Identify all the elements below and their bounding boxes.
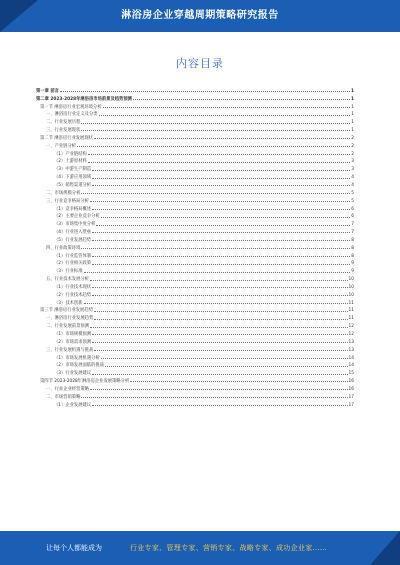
footer-corner-shape bbox=[370, 531, 400, 565]
toc-entry[interactable] bbox=[36, 212, 354, 220]
toc-dot-leader bbox=[60, 91, 350, 92]
toc-dot-leader bbox=[88, 162, 350, 163]
toc-entry-page: 16 bbox=[348, 386, 354, 392]
toc-entry-label: （2）行业技术趋势 bbox=[54, 292, 92, 298]
toc-entry[interactable] bbox=[36, 251, 354, 259]
toc-dot-leader bbox=[133, 99, 350, 100]
toc-entry[interactable] bbox=[36, 274, 354, 282]
toc-dot-leader bbox=[130, 381, 347, 382]
toc-entry[interactable] bbox=[36, 384, 354, 392]
toc-entry-label: （2）上游原材料 bbox=[54, 159, 87, 165]
toc-dot-leader bbox=[99, 115, 351, 116]
toc-entry-page: 8 bbox=[351, 237, 354, 243]
toc-entry-label: （1）竞争格局概述 bbox=[54, 206, 92, 212]
toc-entry-label: （4）行业进入壁垒 bbox=[54, 230, 92, 236]
toc-dot-leader bbox=[92, 264, 350, 265]
toc-dot-leader bbox=[92, 256, 350, 257]
toc-dot-leader bbox=[84, 272, 351, 273]
report-title: 淋浴房企业穿越周期策略研究报告 bbox=[121, 10, 279, 21]
toc-entry-page: 12 bbox=[348, 324, 354, 330]
toc-dot-leader bbox=[90, 389, 348, 390]
toc-dot-leader bbox=[92, 342, 347, 343]
page-header bbox=[0, 0, 400, 32]
toc-entry[interactable] bbox=[36, 376, 354, 384]
toc-entry-page: 11 bbox=[348, 300, 354, 306]
toc-dot-leader bbox=[92, 185, 350, 186]
toc-entry[interactable] bbox=[36, 196, 354, 204]
toc-entry-page: 1 bbox=[351, 112, 354, 118]
toc-entry-page: 1 bbox=[351, 96, 354, 102]
toc-entry-label: 第一节 淋浴房行业宏观环境分析 bbox=[40, 104, 102, 110]
toc-entry[interactable] bbox=[36, 243, 354, 251]
toc-dot-leader bbox=[105, 366, 348, 367]
toc-entry-page: 4 bbox=[351, 182, 354, 188]
toc-entry[interactable] bbox=[36, 282, 354, 290]
toc-entry-label: 一、行业企业经营策略 bbox=[46, 386, 89, 392]
toc-entry-label: 第三节 淋浴房行业发展趋势 bbox=[40, 308, 93, 314]
toc-entry-page: 3 bbox=[351, 159, 354, 165]
toc-dot-leader bbox=[88, 154, 350, 155]
toc-entry-page: 6 bbox=[351, 206, 354, 212]
toc-entry-label: （2）市场发展面临的挑战 bbox=[54, 363, 104, 369]
toc-entry-page: 13 bbox=[348, 347, 354, 353]
toc-entry-label: （2）行业相关政策 bbox=[54, 261, 92, 267]
toc-entry[interactable] bbox=[36, 290, 354, 298]
toc-entry-page: 6 bbox=[351, 214, 354, 220]
toc-entry-page: 2 bbox=[351, 151, 354, 157]
toc-entry-page: 3 bbox=[351, 167, 354, 173]
header-corner-shape bbox=[0, 0, 38, 32]
toc-dot-leader bbox=[101, 358, 348, 359]
toc-entry-label: 二、市场规模分析 bbox=[46, 190, 81, 196]
toc-dot-leader bbox=[92, 170, 350, 171]
toc-entry[interactable] bbox=[36, 392, 354, 400]
toc-dot-leader bbox=[81, 248, 350, 249]
toc-entry-label: 第四节 2023-2028年淋浴房企业发展策略分析 bbox=[40, 379, 130, 385]
toc-entry[interactable] bbox=[36, 329, 354, 337]
toc-entry-label: （1）市场发展机遇分析 bbox=[54, 355, 100, 361]
toc-entry[interactable] bbox=[36, 313, 354, 321]
toc-dot-leader bbox=[92, 232, 350, 233]
toc-dot-leader bbox=[92, 240, 350, 241]
toc-dot-leader bbox=[77, 146, 350, 147]
toc-entry-label: （1）市场规模预测 bbox=[54, 332, 92, 337]
toc-entry-page: 1 bbox=[351, 88, 354, 94]
toc-entry[interactable] bbox=[36, 368, 354, 376]
toc-dot-leader bbox=[81, 193, 350, 194]
toc-entry[interactable] bbox=[36, 345, 354, 353]
toc-entry[interactable] bbox=[36, 149, 354, 157]
toc-entry-label: 第二章 2023-2028年淋浴房市场前景及趋势预测 bbox=[36, 96, 132, 102]
toc-dot-leader bbox=[92, 287, 347, 288]
toc-entry[interactable] bbox=[36, 227, 354, 235]
toc-entry[interactable] bbox=[36, 337, 354, 345]
toc-entry[interactable] bbox=[36, 102, 354, 110]
toc-entry-label: 一、产业链分析 bbox=[46, 143, 77, 149]
toc-dot-leader bbox=[94, 138, 350, 139]
toc-entry-label: （1）企业发展建议 bbox=[54, 402, 92, 408]
toc-entry-page: 8 bbox=[351, 245, 354, 251]
toc-entry[interactable] bbox=[36, 266, 354, 274]
toc-dot-leader bbox=[92, 178, 350, 179]
toc-entry-page: 17 bbox=[348, 394, 354, 400]
toc-dot-leader bbox=[90, 327, 348, 328]
toc-entry-label: （3）技术创新 bbox=[54, 300, 83, 306]
toc-entry-label: 第二节 淋浴房行业发展现状 bbox=[40, 135, 93, 141]
toc-entry[interactable] bbox=[36, 306, 354, 314]
toc-entry-label: 五、行业技术发展分析 bbox=[46, 277, 89, 283]
toc-entry-label: 三、行业发展现状 bbox=[46, 128, 81, 134]
toc-entry-page: 10 bbox=[348, 284, 354, 290]
toc-entry-page: 12 bbox=[348, 332, 354, 337]
toc-entry-page: 7 bbox=[351, 222, 354, 228]
toc-entry-label: 三、行业发展机遇与挑战 bbox=[46, 347, 94, 353]
toc-entry-label: 四、行业政策环境 bbox=[46, 245, 81, 251]
toc-dot-leader bbox=[90, 280, 348, 281]
toc-entry-label: 三、行业竞争格局分析 bbox=[46, 198, 89, 204]
toc-entry-label: （5）行业发展趋势 bbox=[54, 237, 92, 243]
toc-entry[interactable] bbox=[36, 117, 354, 125]
toc-dot-leader bbox=[94, 350, 347, 351]
toc-entry-label: 一、淋浴房行业定义及分类 bbox=[46, 112, 98, 118]
toc-entry-label: 二、行业发展前景预测 bbox=[46, 324, 89, 330]
toc-entry-page: 13 bbox=[348, 339, 354, 345]
toc-entry[interactable] bbox=[36, 298, 354, 306]
toc-entry[interactable] bbox=[36, 141, 354, 149]
toc-entry-page: 10 bbox=[348, 292, 354, 298]
toc-entry-page: 7 bbox=[351, 230, 354, 236]
toc-entry[interactable] bbox=[36, 361, 354, 369]
toc-dot-leader bbox=[90, 201, 350, 202]
toc-entry-label: （2）市场需求预测 bbox=[54, 339, 92, 345]
toc-entry-page: 11 bbox=[348, 308, 354, 314]
toc-entry[interactable] bbox=[36, 259, 354, 267]
toc-entry-page: 2 bbox=[351, 135, 354, 141]
toc-entry[interactable] bbox=[36, 157, 354, 165]
page-footer bbox=[0, 531, 400, 565]
toc-entry-label: （3）市场集中度分析 bbox=[54, 222, 96, 228]
toc-entry-page: 1 bbox=[351, 120, 354, 126]
toc-entry-page: 4 bbox=[351, 175, 354, 181]
toc-entry-label: （1）行业监管体制 bbox=[54, 253, 92, 259]
toc-dot-leader bbox=[81, 397, 347, 398]
toc-entry-label: （1）行业技术现状 bbox=[54, 284, 92, 290]
toc-entry-label: （5）销售渠道分析 bbox=[54, 182, 92, 188]
toc-dot-leader bbox=[84, 303, 348, 304]
toc-dot-leader bbox=[81, 130, 350, 131]
toc-dot-leader bbox=[94, 311, 348, 312]
toc-dot-leader bbox=[92, 209, 350, 210]
toc-entry-page: 9 bbox=[351, 269, 354, 275]
toc-entry-label: 第一章 前言 bbox=[36, 88, 59, 94]
toc-dot-leader bbox=[92, 405, 347, 406]
toc-entry[interactable] bbox=[36, 164, 354, 172]
toc-entry-label: （1）产业链结构 bbox=[54, 151, 87, 157]
toc-entry[interactable] bbox=[36, 172, 354, 180]
toc-entry[interactable] bbox=[36, 188, 354, 196]
toc-dot-leader bbox=[101, 217, 351, 218]
toc-entry-label: （2）主要企业竞争分析 bbox=[54, 214, 100, 220]
toc-entry-page: 10 bbox=[348, 277, 354, 283]
toc-entry-page: 15 bbox=[348, 371, 354, 377]
footer-slogan-right: 行业专家、管理专家、营销专家、战略专家、成功企业家…… bbox=[130, 544, 328, 552]
toc-entry[interactable] bbox=[36, 321, 354, 329]
toc-entry-page: 8 bbox=[351, 253, 354, 259]
toc-heading: 内容目录 bbox=[176, 57, 224, 70]
toc-entry[interactable] bbox=[36, 133, 354, 141]
toc-entry-label: （4）下游应用领域 bbox=[54, 175, 92, 181]
toc-entry[interactable] bbox=[36, 86, 354, 94]
toc-entry-page: 17 bbox=[348, 402, 354, 408]
toc-entry-page: 5 bbox=[351, 198, 354, 204]
toc-entry[interactable] bbox=[36, 110, 354, 118]
toc-entry-page: 2 bbox=[351, 143, 354, 149]
toc-dot-leader bbox=[92, 374, 347, 375]
toc-entry[interactable] bbox=[36, 353, 354, 361]
toc-entry-label: 一、淋浴房行业发展趋势 bbox=[46, 316, 94, 322]
toc-entry-page: 11 bbox=[348, 316, 354, 322]
toc-entry[interactable] bbox=[36, 94, 354, 102]
toc-entry-page: 16 bbox=[348, 379, 354, 385]
toc-entry-page: 14 bbox=[348, 363, 354, 369]
toc-entry-label: 二、市场营销策略 bbox=[46, 394, 81, 400]
toc-entry[interactable] bbox=[36, 219, 354, 227]
footer-slogan-left: 让每个人都能成为 bbox=[46, 544, 102, 552]
toc-entry-page: 14 bbox=[348, 355, 354, 361]
toc-entry[interactable] bbox=[36, 400, 354, 408]
toc-entry[interactable] bbox=[36, 180, 354, 188]
toc-dot-leader bbox=[96, 225, 350, 226]
toc-entry-page: 1 bbox=[351, 128, 354, 134]
toc-entry-label: （3）中游生产制造 bbox=[54, 167, 92, 173]
toc-entry-label: 二、行业发展历程 bbox=[46, 120, 81, 126]
toc-dot-leader bbox=[94, 319, 347, 320]
toc-entry-page: 5 bbox=[351, 190, 354, 196]
toc-dot-leader bbox=[92, 334, 347, 335]
table-of-contents bbox=[36, 86, 354, 408]
toc-dot-leader bbox=[92, 295, 347, 296]
toc-dot-leader bbox=[81, 123, 350, 124]
toc-entry[interactable] bbox=[36, 125, 354, 133]
toc-entry-page: 1 bbox=[351, 104, 354, 110]
toc-entry-label: （3）行业标准 bbox=[54, 269, 83, 275]
toc-entry[interactable] bbox=[36, 235, 354, 243]
toc-entry-label: （3）行业发展建议 bbox=[54, 371, 92, 377]
toc-dot-leader bbox=[103, 107, 351, 108]
toc-entry[interactable] bbox=[36, 204, 354, 212]
toc-entry-page: 9 bbox=[351, 261, 354, 267]
